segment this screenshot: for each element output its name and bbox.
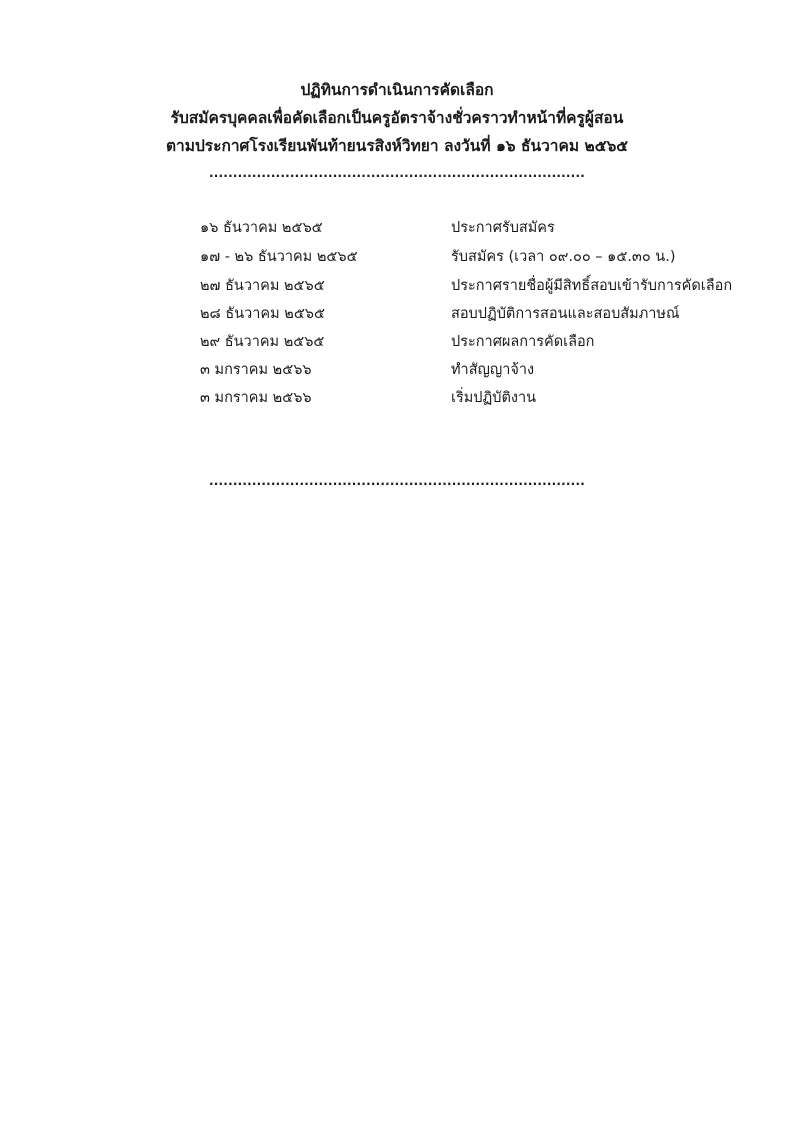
schedule-row xyxy=(0,272,794,300)
announcement-reference: ตามประกาศโรงเรียนพันท้ายนรสิงห์วิทยา ลงวันที่ ๑๖ ธันวาคม ๒๕๖๕ xyxy=(165,137,629,155)
schedule-event: ประกาศรับสมัคร xyxy=(451,220,555,236)
document-subtitle: รับสมัครบุคคลเพื่อคัดเลือกเป็นครูอัตราจ้างชั่วคราวทำหน้าที่ครูผู้สอน xyxy=(170,109,624,127)
schedule-row xyxy=(0,214,794,242)
schedule-date: ๓ มกราคม ๒๕๖๖ xyxy=(200,390,312,406)
separator-top: ............................................................................... xyxy=(209,166,585,180)
schedule-date: ๒๗ ธันวาคม ๒๕๖๕ xyxy=(200,278,325,294)
schedule-row xyxy=(0,384,794,412)
schedule-event: ทำสัญญาจ้าง xyxy=(451,362,535,378)
separator-bottom: ............................................................................... xyxy=(209,474,585,488)
schedule-date: ๒๘ ธันวาคม ๒๕๖๕ xyxy=(200,306,325,322)
schedule-row xyxy=(0,328,794,356)
schedule-date: ๑๗ - ๒๖ ธันวาคม ๒๕๖๕ xyxy=(200,249,358,265)
schedule-event: สอบปฏิบัติการสอนและสอบสัมภาษณ์ xyxy=(451,306,680,322)
schedule-row xyxy=(0,243,794,271)
schedule-event: ประกาศรายชื่อผู้มีสิทธิ์สอบเข้ารับการคัดเลือก xyxy=(451,278,733,294)
schedule-date: ๑๖ ธันวาคม ๒๕๖๕ xyxy=(200,220,323,236)
schedule-date: ๓ มกราคม ๒๕๖๖ xyxy=(200,362,312,378)
schedule-event: เริ่มปฏิบัติงาน xyxy=(451,390,536,406)
schedule-event: ประกาศผลการคัดเลือก xyxy=(451,334,595,350)
schedule-row xyxy=(0,356,794,384)
document-title: ปฏิทินการดำเนินการคัดเลือก xyxy=(300,81,494,99)
schedule-date: ๒๙ ธันวาคม ๒๕๖๕ xyxy=(200,334,325,350)
schedule-event: รับสมัคร (เวลา ๐๙.๐๐ – ๑๕.๓๐ น.) xyxy=(451,249,676,265)
schedule-row xyxy=(0,300,794,328)
